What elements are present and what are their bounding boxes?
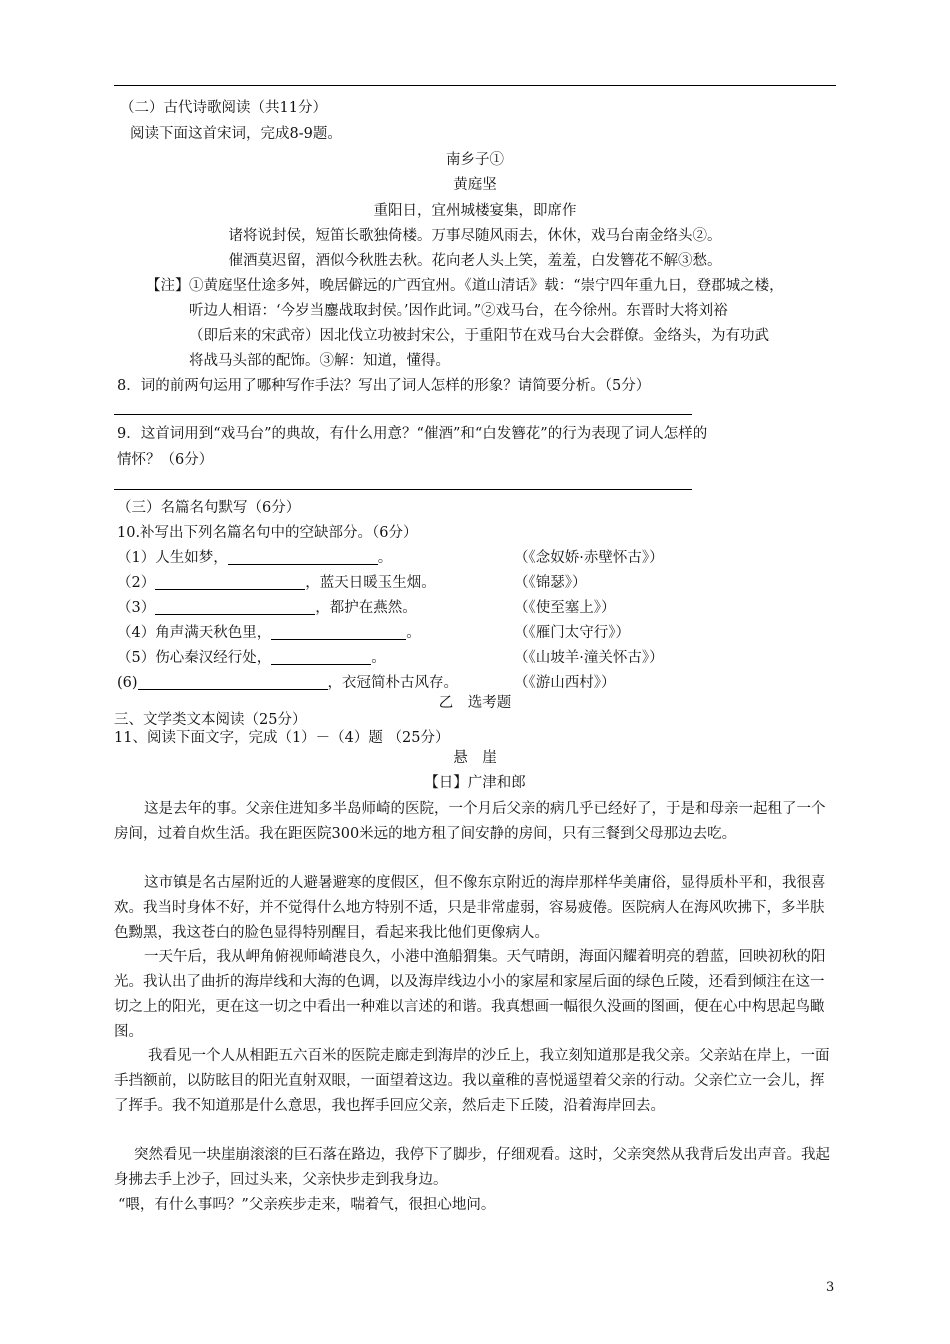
fill-item-1 bbox=[117, 548, 392, 568]
section3-heading: （三）名篇名句默写（6分） bbox=[117, 500, 301, 516]
story-paragraph-2: 这市镇是名古屋附近的人避暑避寒的度假区，但不像东京附近的海岸那样华美庸俗，显得质朴平和，我很喜欢。我当时身体不好，并不觉得什么地方特别不适，只是非常虚弱，容易疲倦。医院病人在海风吹拂下，多半肤色黝黑，我这苍白的脸色显得特别醒目，看起来我比他们更像病人。 bbox=[114, 875, 826, 941]
question-9-line-1: 9．这首词用到“戏马台”的典故，有什么用意？“催酒”和“白发簪花”的行为表现了词人怎样的 bbox=[117, 426, 708, 442]
fill-item-4-post: 。 bbox=[406, 625, 421, 641]
fill-item-3-post: ，都护在燕然。 bbox=[315, 600, 417, 616]
fill-item-1-source: （《念奴娇·赤壁怀古》） bbox=[514, 550, 664, 566]
story-author: 【日】广津和郎 bbox=[424, 775, 526, 791]
note-label: 【注】 bbox=[146, 278, 190, 294]
fill-item-2-post: ，蓝天日暖玉生烟。 bbox=[305, 575, 436, 591]
fill-item-1-post: 。 bbox=[377, 550, 393, 566]
note-line-4: 将战马头部的配饰。③解：知道，懂得。 bbox=[189, 353, 450, 369]
answer-line-q8[interactable] bbox=[114, 414, 692, 415]
question-8: 8．词的前两句运用了哪种写作手法？写出了词人怎样的形象？请简要分析。（5分） bbox=[117, 378, 651, 394]
story-title: 悬 崖 bbox=[453, 750, 497, 766]
section-3-literature-heading: 三、文学类文本阅读（25分） bbox=[114, 712, 307, 728]
fill-item-5-pre: （5）伤心秦汉经行处， bbox=[117, 650, 272, 666]
fill-item-1-pre: （1）人生如梦， bbox=[117, 550, 228, 566]
story-paragraph-1: 这是去年的事。父亲住进知多半岛师崎的医院，一个月后父亲的病几乎已经好了，于是和母亲一起租了一个房间，过着自炊生活。我在距医院300米远的地方租了间安静的房间，只有三餐到父母那边去吃。 bbox=[114, 801, 826, 842]
story-paragraph-5: 突然看见一块崖崩滚滚的巨石落在路边，我停下了脚步，仔细观看。这时，父亲突然从我背后发出声音。我起身拂去手上沙子，回过头来，父亲快步走到我身边。 bbox=[114, 1147, 830, 1188]
part-b-heading: 乙 选考题 bbox=[438, 695, 512, 711]
fill-item-2-source: （《锦瑟》） bbox=[514, 575, 587, 591]
fill-item-6-source: （《游山西村》） bbox=[514, 675, 616, 691]
fill-item-6-pre: (6) bbox=[117, 675, 138, 691]
poem-preface: 重阳日，宜州城楼宴集，即席作 bbox=[373, 203, 577, 219]
fill-blank-3[interactable] bbox=[155, 598, 315, 615]
note-line-1: ①黄庭坚仕途多舛，晚居僻远的广西宜州。《道山清话》载：“崇宁四年重九日，登郡城之楼， bbox=[189, 278, 784, 294]
fill-item-5-source: （《山坡羊·潼关怀古》） bbox=[514, 650, 664, 666]
fill-item-4-pre: （4）角声满天秋色里， bbox=[117, 625, 272, 641]
fill-blank-1[interactable] bbox=[228, 548, 378, 565]
question-10: 10.补写出下列名篇名句中的空缺部分。（6分） bbox=[117, 525, 418, 541]
fill-item-5-post: 。 bbox=[371, 650, 386, 666]
poem-title: 南乡子① bbox=[446, 152, 504, 168]
section2-instruction: 阅读下面这首宋词，完成8-9题。 bbox=[130, 126, 342, 142]
fill-blank-2[interactable] bbox=[155, 573, 305, 590]
question-9-line-2: 情怀？（6分） bbox=[117, 452, 214, 468]
fill-blank-4[interactable] bbox=[271, 623, 406, 640]
fill-item-3-pre: （3） bbox=[117, 600, 156, 616]
fill-item-6 bbox=[117, 673, 458, 693]
note-line-3: （即后来的宋武帝）因北伐立功被封宋公，于重阳节在戏马台大会群僚。金络头，为有功武 bbox=[189, 328, 769, 344]
poem-line-2: 催酒莫迟留，酒似今秋胜去秋。花向老人头上笑，羞羞，白发簪花不解③愁。 bbox=[228, 253, 722, 269]
story-paragraph-4: 我看见一个人从相距五六百米的医院走廊走到海岸的沙丘上，我立刻知道那是我父亲。父亲站在岸上，一面手挡额前，以防眩目的阳光直射双眼，一面望着这边。我以童稚的喜悦遥望着父亲的行动。父亲伫立一会儿，挥了挥手。我不知道那是什么意思，我也挥手回应父亲，然后走下丘陵，沿着海岸回去。 bbox=[114, 1048, 830, 1114]
fill-item-5 bbox=[117, 648, 386, 668]
fill-blank-5[interactable] bbox=[271, 648, 371, 665]
question-11: 11、阅读下面文字，完成（1）－（4）题 （25分） bbox=[114, 730, 450, 746]
fill-blank-6[interactable] bbox=[138, 673, 328, 690]
poem-author: 黄庭坚 bbox=[453, 177, 497, 193]
fill-item-6-post: ，衣冠简朴古风存。 bbox=[327, 675, 459, 691]
fill-item-3-source: （《使至塞上》） bbox=[514, 600, 616, 616]
fill-item-2 bbox=[117, 573, 436, 593]
top-divider bbox=[114, 85, 836, 86]
note-line-2: 听边人相语：‘今岁当鏖战取封侯。’因作此词。”②戏马台，在今徐州。东晋时大将刘裕 bbox=[189, 303, 728, 319]
fill-item-4 bbox=[117, 623, 421, 643]
fill-item-4-source: （《雁门太守行》） bbox=[514, 625, 630, 641]
poem-line-1: 诸将说封侯，短笛长歌独倚楼。万事尽随风雨去，休休，戏马台南金络头②。 bbox=[228, 228, 722, 244]
story-paragraph-3: 一天午后，我从岬角俯视师崎港良久，小港中渔船猬集。天气晴朗，海面闪耀着明亮的碧蓝，回映初秋的阳光。我认出了曲折的海岸线和大海的色调，以及海岸线边小小的家屋和家屋后面的绿色丘陵，还看到倾注在这一切之上的阳光，更在这一切之中看出一种难以言述的和谐。我真想画一幅很久没画的图画，便在心中构思起鸟瞰图。 bbox=[114, 949, 826, 1040]
story-paragraph-6: “喂，有什么事吗？”父亲疾步走来，喘着气，很担心地问。 bbox=[118, 1197, 496, 1213]
section2-heading: （二）古代诗歌阅读（共11分） bbox=[120, 100, 327, 116]
fill-item-2-pre: （2） bbox=[117, 575, 156, 591]
answer-line-q9[interactable] bbox=[114, 489, 692, 490]
fill-item-3 bbox=[117, 598, 417, 618]
page-number: 3 bbox=[826, 1280, 835, 1295]
